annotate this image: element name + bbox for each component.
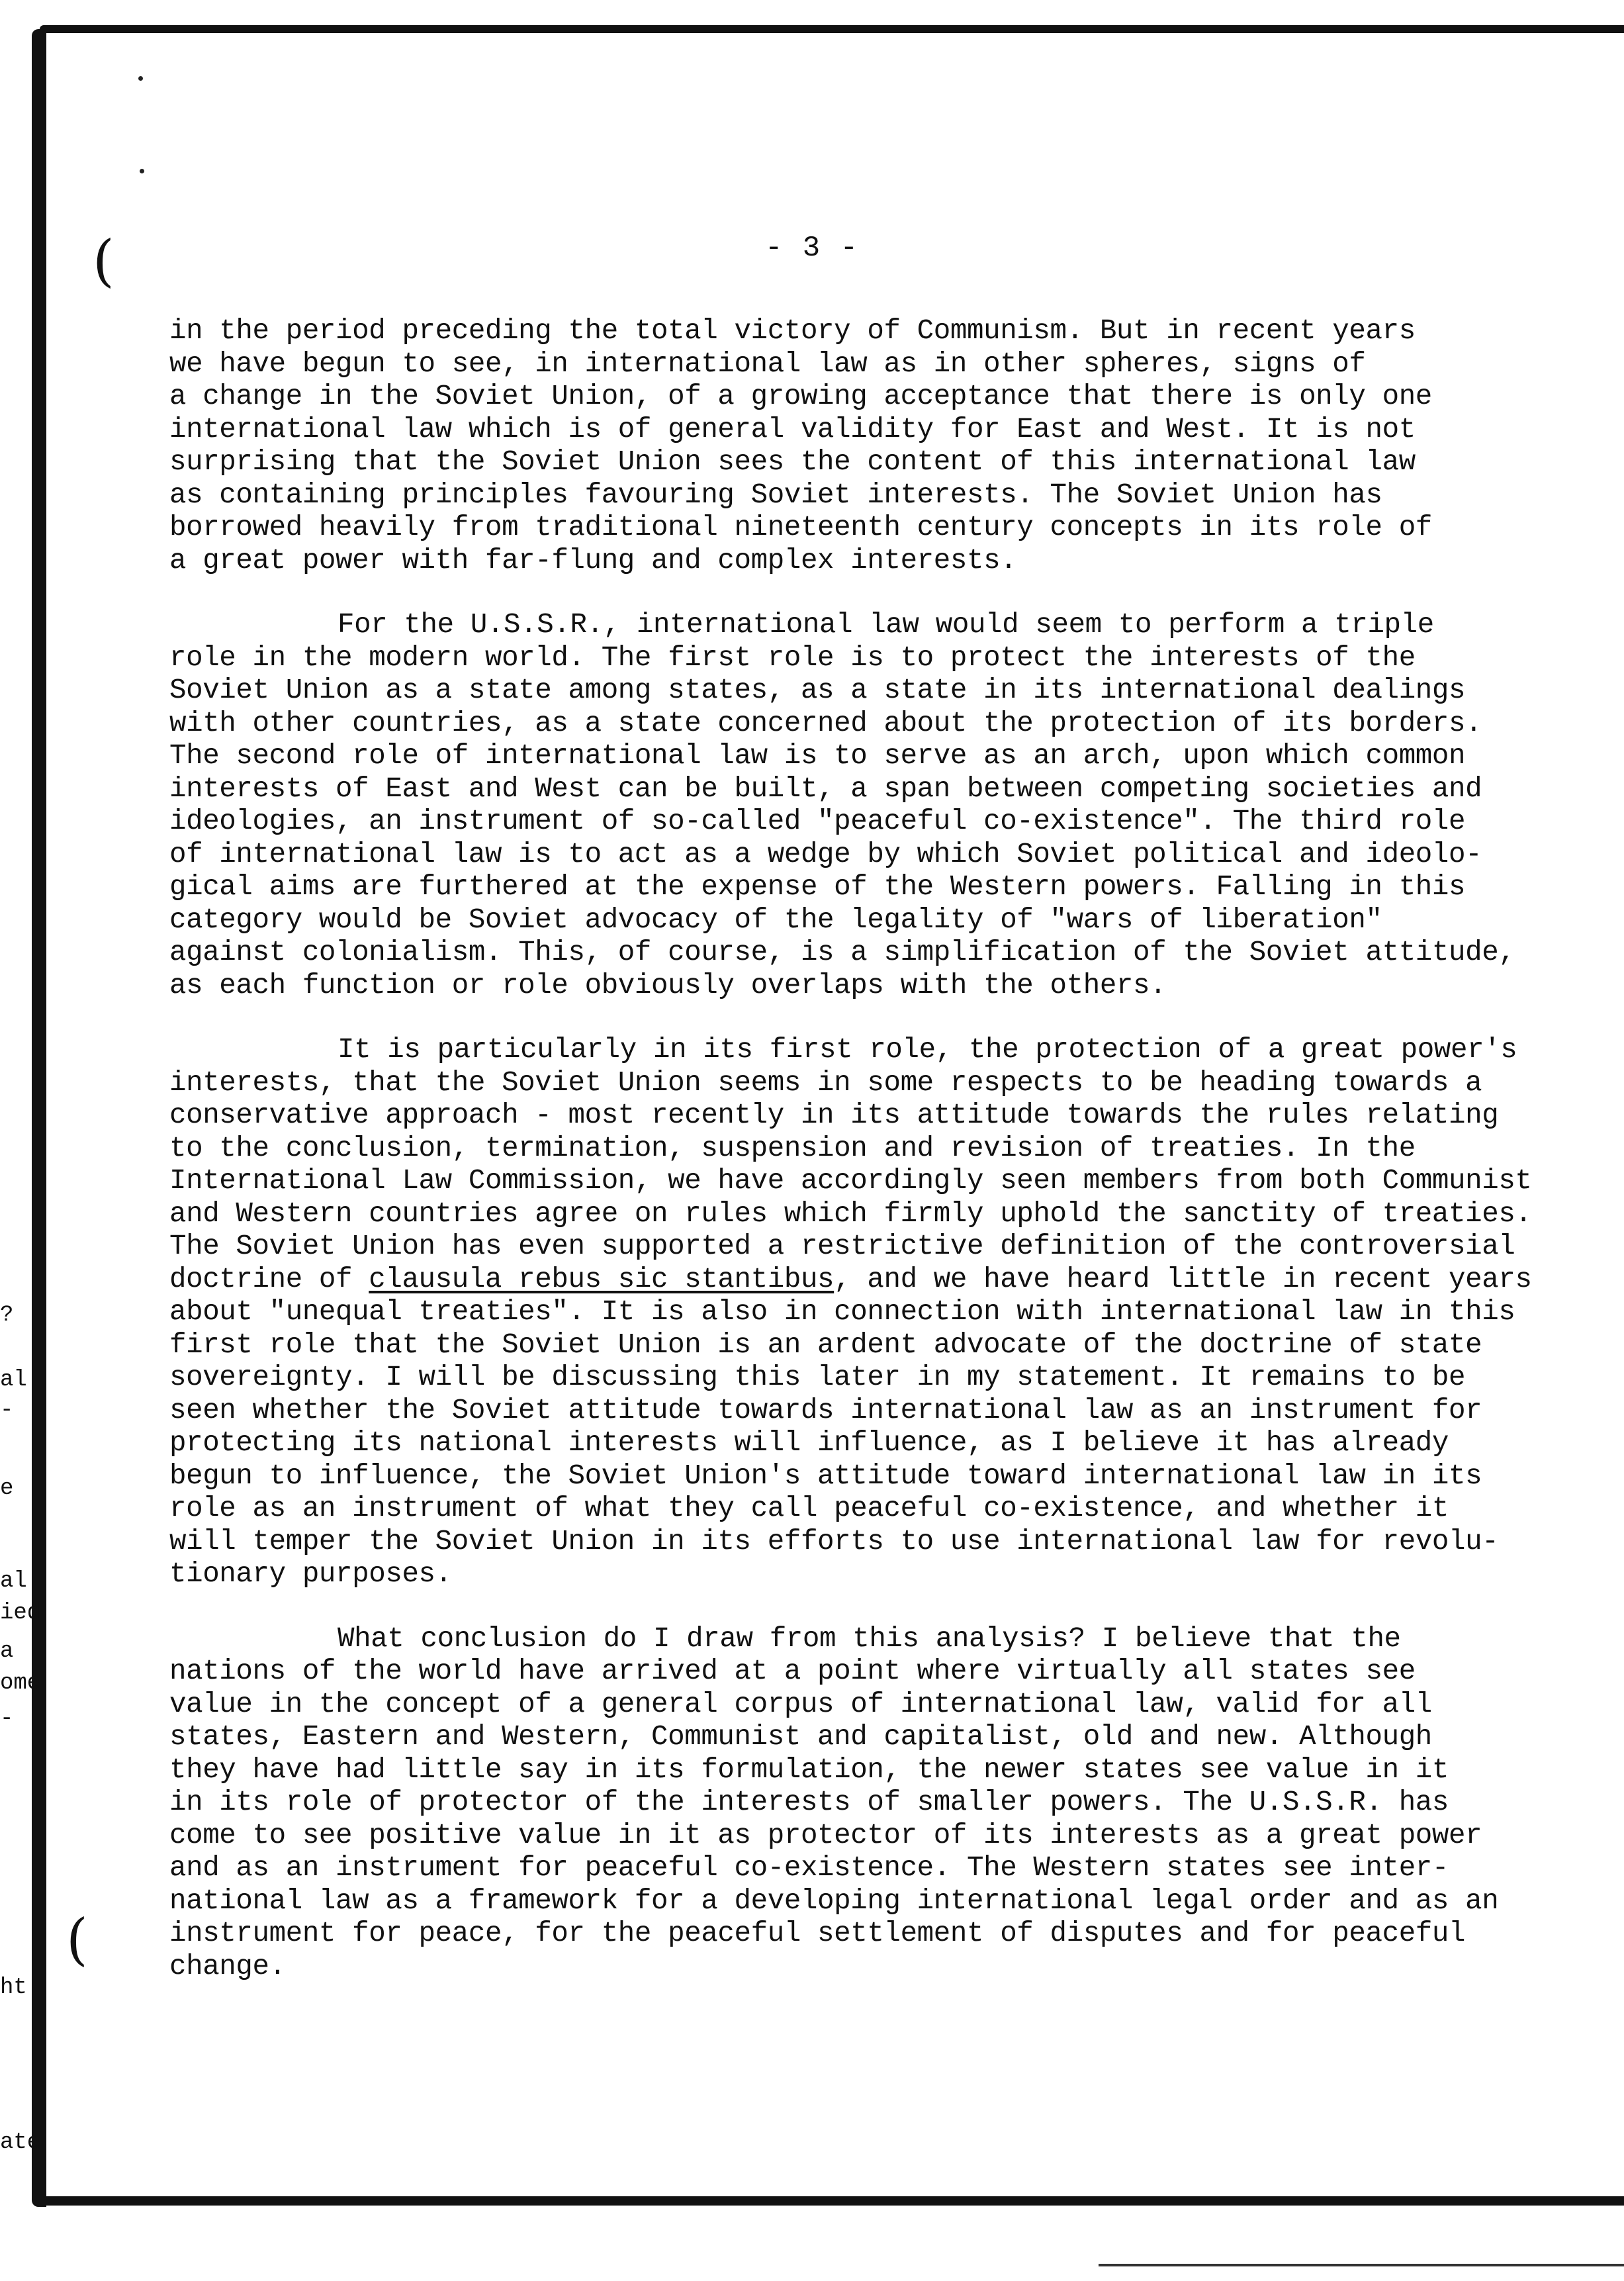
scan-border-left [32, 29, 46, 2207]
margin-fragment: ht [0, 1975, 27, 2000]
scan-speck [140, 169, 144, 173]
underlined-latin-phrase: clausula rebus sic stantibus [369, 1263, 835, 1295]
binding-hole-mark: ( [93, 228, 114, 293]
paragraph-2-text: For the U.S.S.R., international law would seem to perform a triple role in the modern world. The first role is to protect the interests of the Soviet Union as a state among states, as a state in its international dealings with other countries, as a state concerned about the protection of its borders. The second role of international law is to serve as an arch, upon which common interests of East and West can be built, a span between competing societies and ideologies, an instrument of so-called "peaceful co-existence". The third role of international law is to act as a wedge by which Soviet political and ideolo- gical aims are furthered at the expense of the Western powers. Falling in this category would be Soviet advocacy of the legality of "wars of liberation" against colonialism. This, of course, is a simplification of the Soviet attitude, as each function or role obviously overlaps with the others. [169, 609, 1515, 1001]
margin-fragment: al [0, 1569, 27, 1594]
paragraph-2 [169, 609, 1546, 1002]
margin-fragment: ied [0, 1601, 41, 1626]
scan-border-bottom [40, 2196, 1624, 2206]
paragraph-3-text-b: , and we have heard little in recent years about "unequal treaties". It is also in connection with international law in this first role that the Soviet Union is an ardent advocate of the doctrine of state sovereignty. I will be discussing this later in my statement. It remains to be seen whether the Soviet attitude towards international law as an instrument for protecting its national interests will influence, as I believe it has already begun to influence, the Soviet Union's attitude toward international law in its role as an instrument of what they call peaceful co-existence, and whether it will temper the Soviet Union in its efforts to use international law for revolu- tionary purposes. [169, 1263, 1532, 1590]
paragraph-3 [169, 1034, 1546, 1591]
margin-fragment: - [0, 1398, 14, 1423]
scan-speck [138, 76, 143, 81]
margin-fragment: ? [0, 1303, 14, 1328]
scan-edge-line [1099, 2264, 1624, 2266]
scan-border-top [40, 25, 1624, 33]
binding-hole-mark: ( [66, 1907, 88, 1972]
document-body [169, 315, 1546, 1983]
paragraph-3-text-a: It is particularly in its first role, the protection of a great power's interests, that the Soviet Union seems in some respects to be heading towards a conservative approach - most recently in its attitude towards the rules relating to the conclusion, termination, suspension and revision of treaties. In the International Law Commission, we have accordingly seen members from both Communist and Western countries agree on rules which firmly uphold the sanctity of treaties. The Soviet Union has even supported a restrictive definition of the controversial doctrine of [169, 1034, 1532, 1295]
paragraph-4 [169, 1623, 1546, 1984]
margin-fragment: a [0, 1639, 14, 1664]
paragraph-4-text: What conclusion do I draw from this analysis? I believe that the nations of the world have arrived at a point where virtually all states see value in the concept of a general corpus of international law, valid for all states, Eastern and Western, Communist and capitalist, old and new. Although they have had little say in its formulation, the newer states see value in it in its role of protector of the interests of smaller powers. The U.S.S.R. has come to see positive value in it as protector of its interests as a great power and as an instrument for peaceful co-existence. The Western states see inter- national law as a framework for a developing international legal order and as an instrument for peace, for the peaceful settlement of disputes and for peaceful change. [169, 1622, 1499, 1982]
margin-fragment: - [0, 1706, 14, 1732]
paragraph-1: in the period preceding the total victory of Communism. But in recent years we have begun to see, in international law as in other spheres, signs of a change in the Soviet Union, of a growing acceptance that there is only one international law which is of general validity for East and West. It is not surprising that the Soviet Union sees the content of this international law as containing principles favouring Soviet interests. The Soviet Union has borrowed heavily from traditional nineteenth century concepts in its role of a great power with far-flung and complex interests. [169, 315, 1432, 577]
margin-fragment: ome [0, 1671, 41, 1696]
page-number: - 3 - [764, 232, 860, 265]
margin-fragment: ate [0, 2130, 41, 2155]
margin-fragment: al [0, 1368, 27, 1393]
margin-fragment: e [0, 1476, 14, 1501]
